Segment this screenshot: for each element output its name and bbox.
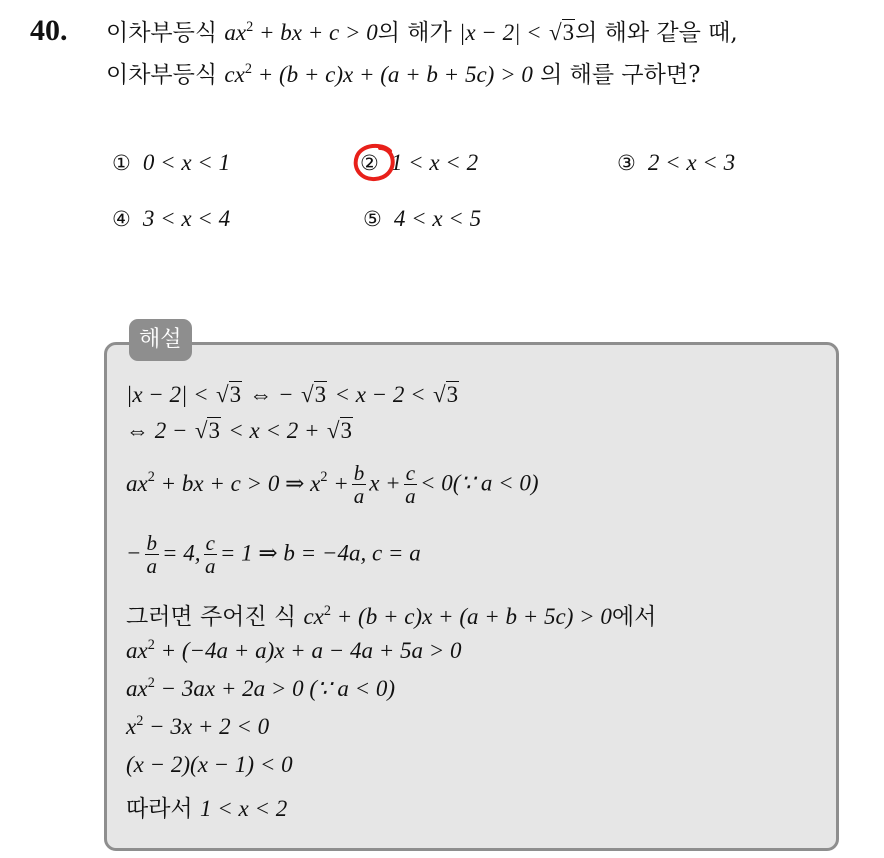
solution-line-8: $x^2 - 3x + 2 < 0$	[126, 712, 270, 739]
question-number: 40.	[30, 14, 68, 47]
question-text: 의 해를 구하면?	[540, 62, 701, 88]
question-text: 의 해와 같을 때,	[575, 20, 738, 46]
math-expr: |x − 2| <	[459, 20, 542, 45]
choice-1[interactable]: ① 0 < x < 1	[112, 150, 231, 175]
math-expr: $ax^2$ + bx + c > 0	[224, 18, 378, 45]
question-text: 의 해가	[377, 20, 452, 46]
solution-line-5: 그러면 주어진 식 $cx^2 + (b + c)x + (a + b + 5c) > 0$에서	[126, 602, 657, 630]
solution-line-9: (x − 2)(x − 1) < 0	[126, 752, 293, 777]
solution-line-4: − $\frac{b}{a}$ = 4, $\frac{c}{a}$ = 1 ⇒ b = −4a, c = a	[126, 531, 421, 579]
solution-line-7: $ax^2 - 3ax + 2a > 0$ (∵ a < 0)	[126, 674, 396, 701]
fraction: $\frac{c}{a}$	[204, 531, 216, 579]
solution-tag: 해설	[129, 319, 192, 361]
fraction: $\frac{b}{a}$	[146, 531, 158, 579]
question-text: 이차부등식	[106, 20, 218, 46]
answer-circle-mark	[352, 142, 398, 184]
solution-line-2: ⇔ 2 − √3 < x < 2 + √3	[126, 418, 352, 443]
fraction: $\frac{b}{a}$	[353, 461, 365, 509]
question-line-2	[106, 56, 700, 89]
solution-line-3: $ax^2$ + bx + c > 0 ⇒ $x^2$ + $\frac{b}{a}$ x + $\frac{c}{a}$ < 0(∵ a < 0)	[126, 461, 539, 509]
sqrt-symbol: √3	[548, 20, 575, 45]
question-line-1	[106, 14, 738, 47]
solution-line-10: 따라서 1 < x < 2	[126, 796, 288, 822]
question-text: 이차부등식	[106, 62, 218, 88]
math-expr: $cx^2 + (b + c)x + (a + b + 5c) > 0$	[224, 60, 533, 87]
choice-4[interactable]: ④ 3 < x < 4	[112, 206, 231, 231]
solution-line-1: |x − 2| < √3 ⇔ − √3 < x − 2 < √3	[126, 382, 459, 407]
choice-5[interactable]: ⑤ 4 < x < 5	[363, 206, 482, 231]
solution-line-6: $ax^2 + (-4a + a)x + a - 4a + 5a > 0$	[126, 636, 462, 663]
choice-2[interactable]: ② 1 < x < 2	[360, 150, 479, 175]
choice-3[interactable]: ③ 2 < x < 3	[617, 150, 736, 175]
fraction: $\frac{c}{a}$	[405, 461, 416, 509]
